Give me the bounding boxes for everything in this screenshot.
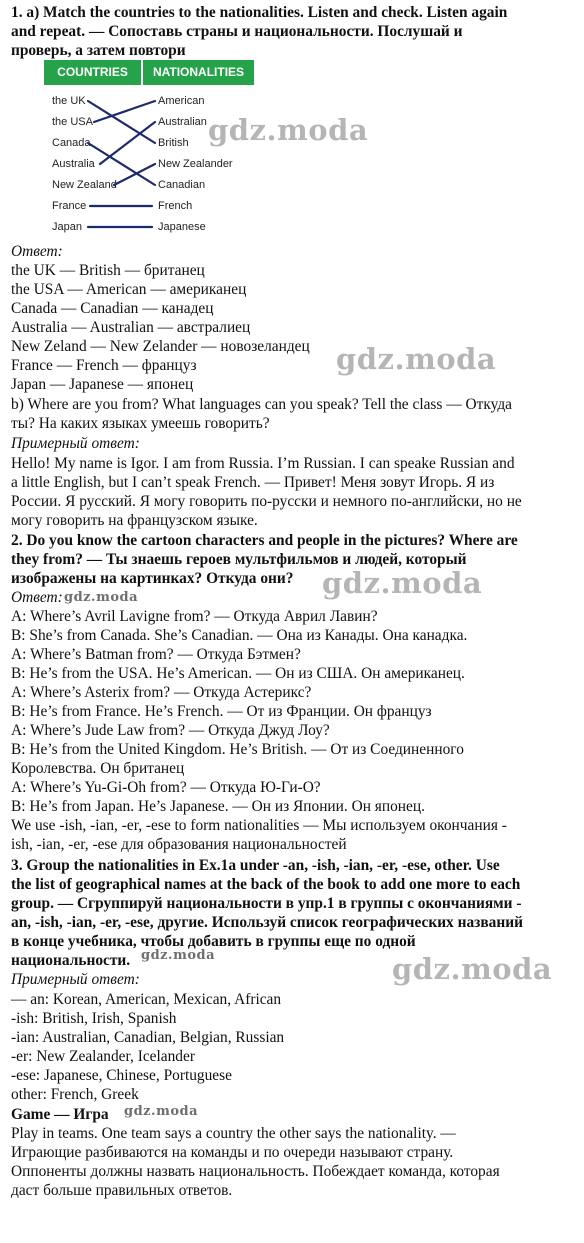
- answer-line: the UK — British — британец: [11, 262, 205, 279]
- answer-line: France — French — француз: [11, 357, 197, 374]
- dialogue-line: Королевства. Он британец: [11, 760, 185, 777]
- sample-answer-line: могу говорить на французском языке.: [11, 512, 258, 529]
- dialogue-line: B: She’s from Canada. She’s Canadian. — Она из Канады. Она канадка.: [11, 627, 468, 644]
- ex2-heading-line-3: изображены на картинках? Откуда они?: [11, 570, 294, 587]
- nationalities-header: NATIONALITIES: [143, 60, 254, 85]
- game-line: даст больше правильных ответов.: [11, 1182, 233, 1199]
- nationality-label: Australian: [158, 116, 207, 128]
- group-line: -er: New Zealander, Icelander: [11, 1048, 195, 1065]
- matching-figure: [44, 60, 254, 240]
- ex1-heading-line-2: and repeat. — Сопоставь страны и национальности. Послушай и: [11, 23, 463, 40]
- sample-answer-label: Примерный ответ:: [11, 435, 140, 452]
- nationality-label: Canadian: [158, 179, 206, 191]
- game-line: Play in teams. One team says a country the other says the nationality. —: [11, 1125, 456, 1142]
- nationality-label: British: [158, 137, 189, 149]
- nationality-label: New Zealander: [158, 158, 233, 170]
- dialogue-line: A: Where’s Avril Lavigne from? — Откуда Аврил Лавин?: [11, 608, 378, 625]
- game-title: Game — Игра: [11, 1106, 109, 1123]
- country-label: France: [52, 200, 87, 212]
- ex3-heading-line-6: национальности.: [11, 952, 131, 969]
- match-line-uk-british: [88, 101, 155, 143]
- dialogue-line: B: He’s from the United Kingdom. He’s British. — От из Соединенного: [11, 741, 464, 758]
- dialogue-line: A: Where’s Jude Law from? — Откуда Джуд Лоу?: [11, 722, 330, 739]
- watermark: gdz.moda: [322, 566, 483, 600]
- ex3-heading-line-1: 3. Group the nationalities in Ex.1a under -an, -ish, -ian, -er, -ese, other. Use: [11, 857, 500, 874]
- ex1-heading-line-1: 1. a) Match the countries to the nationalities. Listen and check. Listen again: [11, 4, 508, 21]
- sample-answer-line: Hello! My name is Igor. I am from Russia. I’m Russian. I can speake Russian and: [11, 455, 515, 472]
- game-line: Играющие разбиваются на команды и по очереди называют страну.: [11, 1144, 454, 1161]
- country-label: the UK: [52, 95, 86, 107]
- watermark: gdz.moda: [64, 590, 139, 605]
- country-label: Canada: [52, 137, 91, 149]
- answer-line: New Zeland — New Zelander — новозеландец: [11, 338, 310, 355]
- dialogue-line: ish, -ian, -er, -ese для образования национальностей: [11, 836, 347, 853]
- ex2-heading-line-2: they from? — Ты знаешь героев мультфильмов и людей, который: [11, 551, 467, 568]
- ex3-heading-line-2: the list of geographical names at the back of the book to add one more to each: [11, 876, 521, 893]
- group-line: -ish: British, Irish, Spanish: [11, 1010, 177, 1027]
- group-line: -ian: Australian, Canadian, Belgian, Russian: [11, 1029, 285, 1046]
- watermark: gdz.moda: [124, 1104, 199, 1119]
- watermark: gdz.moda: [208, 113, 369, 147]
- ex3-heading-line-5: в конце учебника, чтобы добавить в группы еще по одной: [11, 933, 416, 950]
- countries-header: COUNTRIES: [44, 60, 141, 85]
- country-label: Australia: [52, 158, 95, 170]
- ex1b-question-line-1: b) Where are you from? What languages can you speak? Tell the class — Откуда: [11, 396, 512, 413]
- ex2-heading-line-1: 2. Do you know the cartoon characters and people in the pictures? Where are: [11, 532, 518, 549]
- dialogue-line: A: Where’s Batman from? — Откуда Бэтмен?: [11, 646, 301, 663]
- answer-label: Ответ:: [11, 589, 63, 606]
- answer-line: Canada — Canadian — канадец: [11, 300, 214, 317]
- group-line: — an: Korean, American, Mexican, African: [11, 991, 282, 1008]
- match-line-australia-australian: [100, 122, 155, 164]
- ex1-heading-line-3: проверь, а затем повтори: [11, 42, 186, 59]
- dialogue-line: B: He’s from the USA. He’s American. — Он из США. Он американец.: [11, 665, 465, 682]
- game-line: Оппоненты должны назвать национальность. Побеждает команда, которая: [11, 1163, 500, 1180]
- answer-line: Japan — Japanese — японец: [11, 376, 194, 393]
- answer-line: Australia — Australian — австралиец: [11, 319, 251, 336]
- ex3-heading-line-3: group. — Сгруппируй национальности в упр.1 в группы с окончаниями -: [11, 895, 522, 912]
- dialogue-line: We use -ish, -ian, -er, -ese to form nationalities — Мы используем окончания -: [11, 817, 507, 834]
- watermark: gdz.moda: [141, 948, 216, 963]
- country-label: Japan: [52, 221, 82, 233]
- watermark: gdz.moda: [392, 952, 553, 986]
- dialogue-line: A: Where’s Yu-Gi-Oh from? — Откуда Ю-Ги-О?: [11, 779, 321, 796]
- group-line: other: French, Greek: [11, 1086, 139, 1103]
- ex3-heading-line-4: an, -ish, -ian, -er, -ese, другие. Используй список географических названий: [11, 914, 523, 931]
- answer-label: Ответ:: [11, 243, 63, 260]
- ex1b-question-line-2: ты? На каких языках умеешь говорить?: [11, 415, 270, 432]
- sample-answer-label: Примерный ответ:: [11, 971, 140, 988]
- nationality-label: French: [158, 200, 193, 212]
- match-line-canada-canadian: [88, 143, 155, 185]
- country-label: the USA: [52, 116, 93, 128]
- dialogue-line: B: He’s from France. He’s French. — От из Франции. Он француз: [11, 703, 432, 720]
- country-label: New Zealand: [52, 179, 117, 191]
- answer-line: the USA — American — американец: [11, 281, 247, 298]
- matching-lines: [44, 60, 254, 240]
- nationality-label: Japanese: [158, 221, 206, 233]
- watermark: gdz.moda: [336, 342, 497, 376]
- group-line: -ese: Japanese, Chinese, Portuguese: [11, 1067, 232, 1084]
- sample-answer-line: России. Я русский. Я могу говорить по-русски и немного по-английски, но не: [11, 493, 522, 510]
- dialogue-line: A: Where’s Asterix from? — Откуда Астерикс?: [11, 684, 312, 701]
- dialogue-line: B: He’s from Japan. He’s Japanese. — Он из Японии. Он японец.: [11, 798, 425, 815]
- nationality-label: American: [158, 95, 205, 107]
- sample-answer-line: a little English, but I can’t speak French. — Привет! Меня зовут Игорь. Я из: [11, 474, 495, 491]
